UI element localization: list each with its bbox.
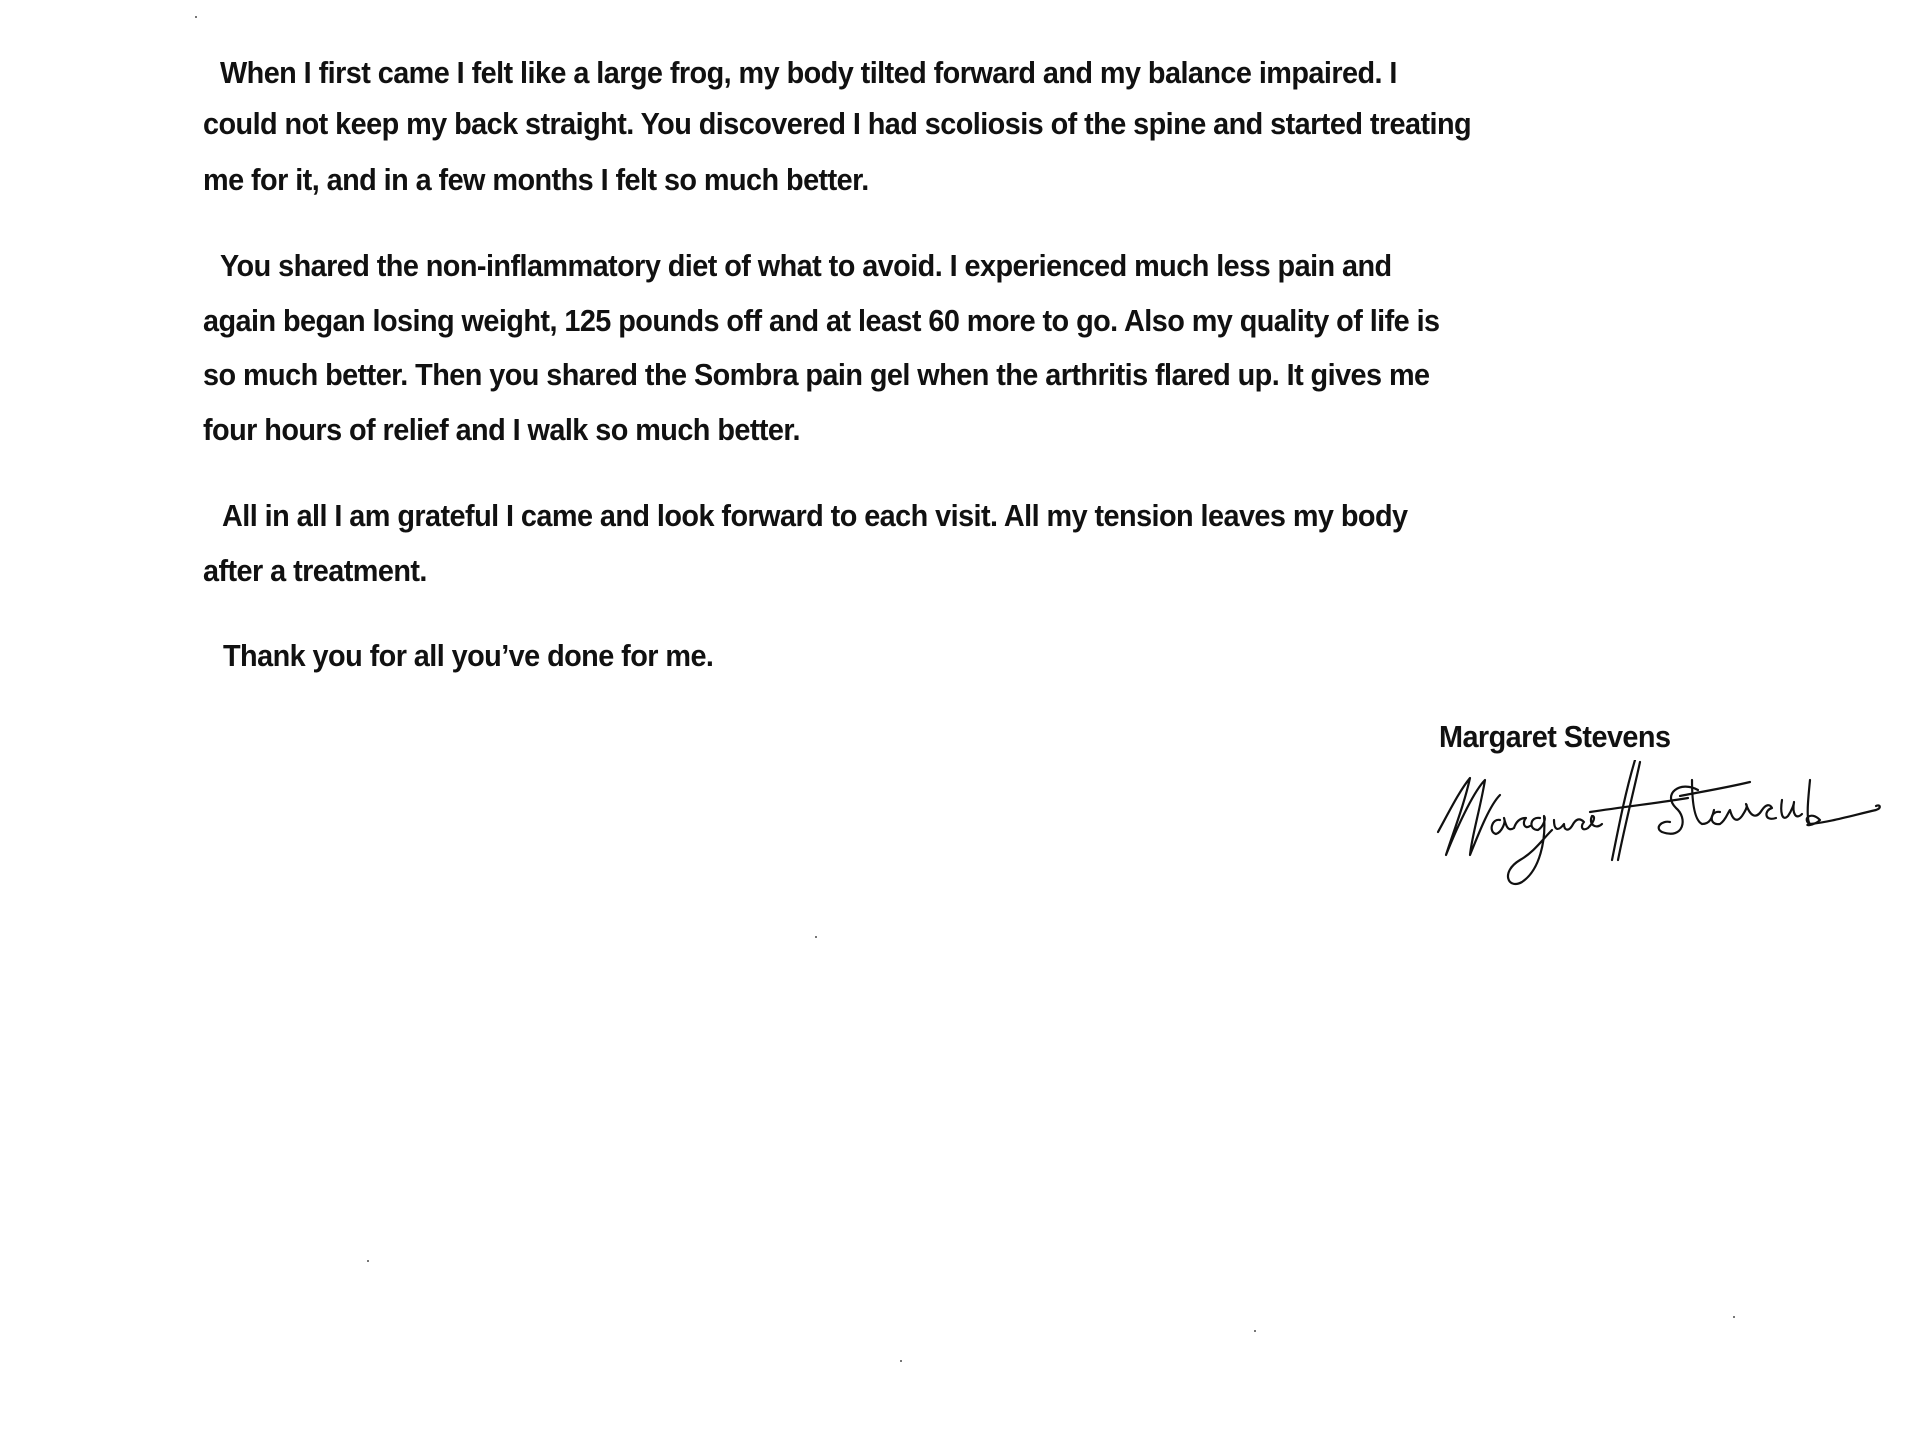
paragraph-2-line-1: You shared the non-inflammatory diet of what to avoid. I experienced much less pain and — [220, 248, 1392, 283]
scan-speck — [1254, 1330, 1256, 1332]
scan-speck — [195, 16, 197, 18]
scan-speck — [1733, 1316, 1735, 1318]
scan-speck — [815, 936, 817, 938]
handwritten-signature — [1430, 760, 1890, 900]
scan-speck — [367, 1260, 369, 1262]
signer-name: Margaret Stevens — [1439, 719, 1671, 754]
paragraph-1-line-1: When I first came I felt like a large frog, my body tilted forward and my balance impaired. I — [220, 55, 1397, 90]
scan-speck — [900, 1360, 902, 1362]
paragraph-2-line-4: four hours of relief and I walk so much better. — [203, 412, 800, 447]
paragraph-3-line-2: after a treatment. — [203, 553, 427, 588]
paragraph-2-line-3: so much better. Then you shared the Sombra pain gel when the arthritis flared up. It gives me — [203, 357, 1430, 392]
closing-line: Thank you for all you’ve done for me. — [223, 638, 714, 673]
paragraph-1-line-2: could not keep my back straight. You discovered I had scoliosis of the spine and started treating — [203, 106, 1472, 141]
paragraph-3-line-1: All in all I am grateful I came and look forward to each visit. All my tension leaves my body — [222, 498, 1408, 533]
paragraph-2-line-2: again began losing weight, 125 pounds off and at least 60 more to go. Also my quality of life is — [203, 303, 1440, 338]
paragraph-1-line-3: me for it, and in a few months I felt so much better. — [203, 162, 869, 197]
